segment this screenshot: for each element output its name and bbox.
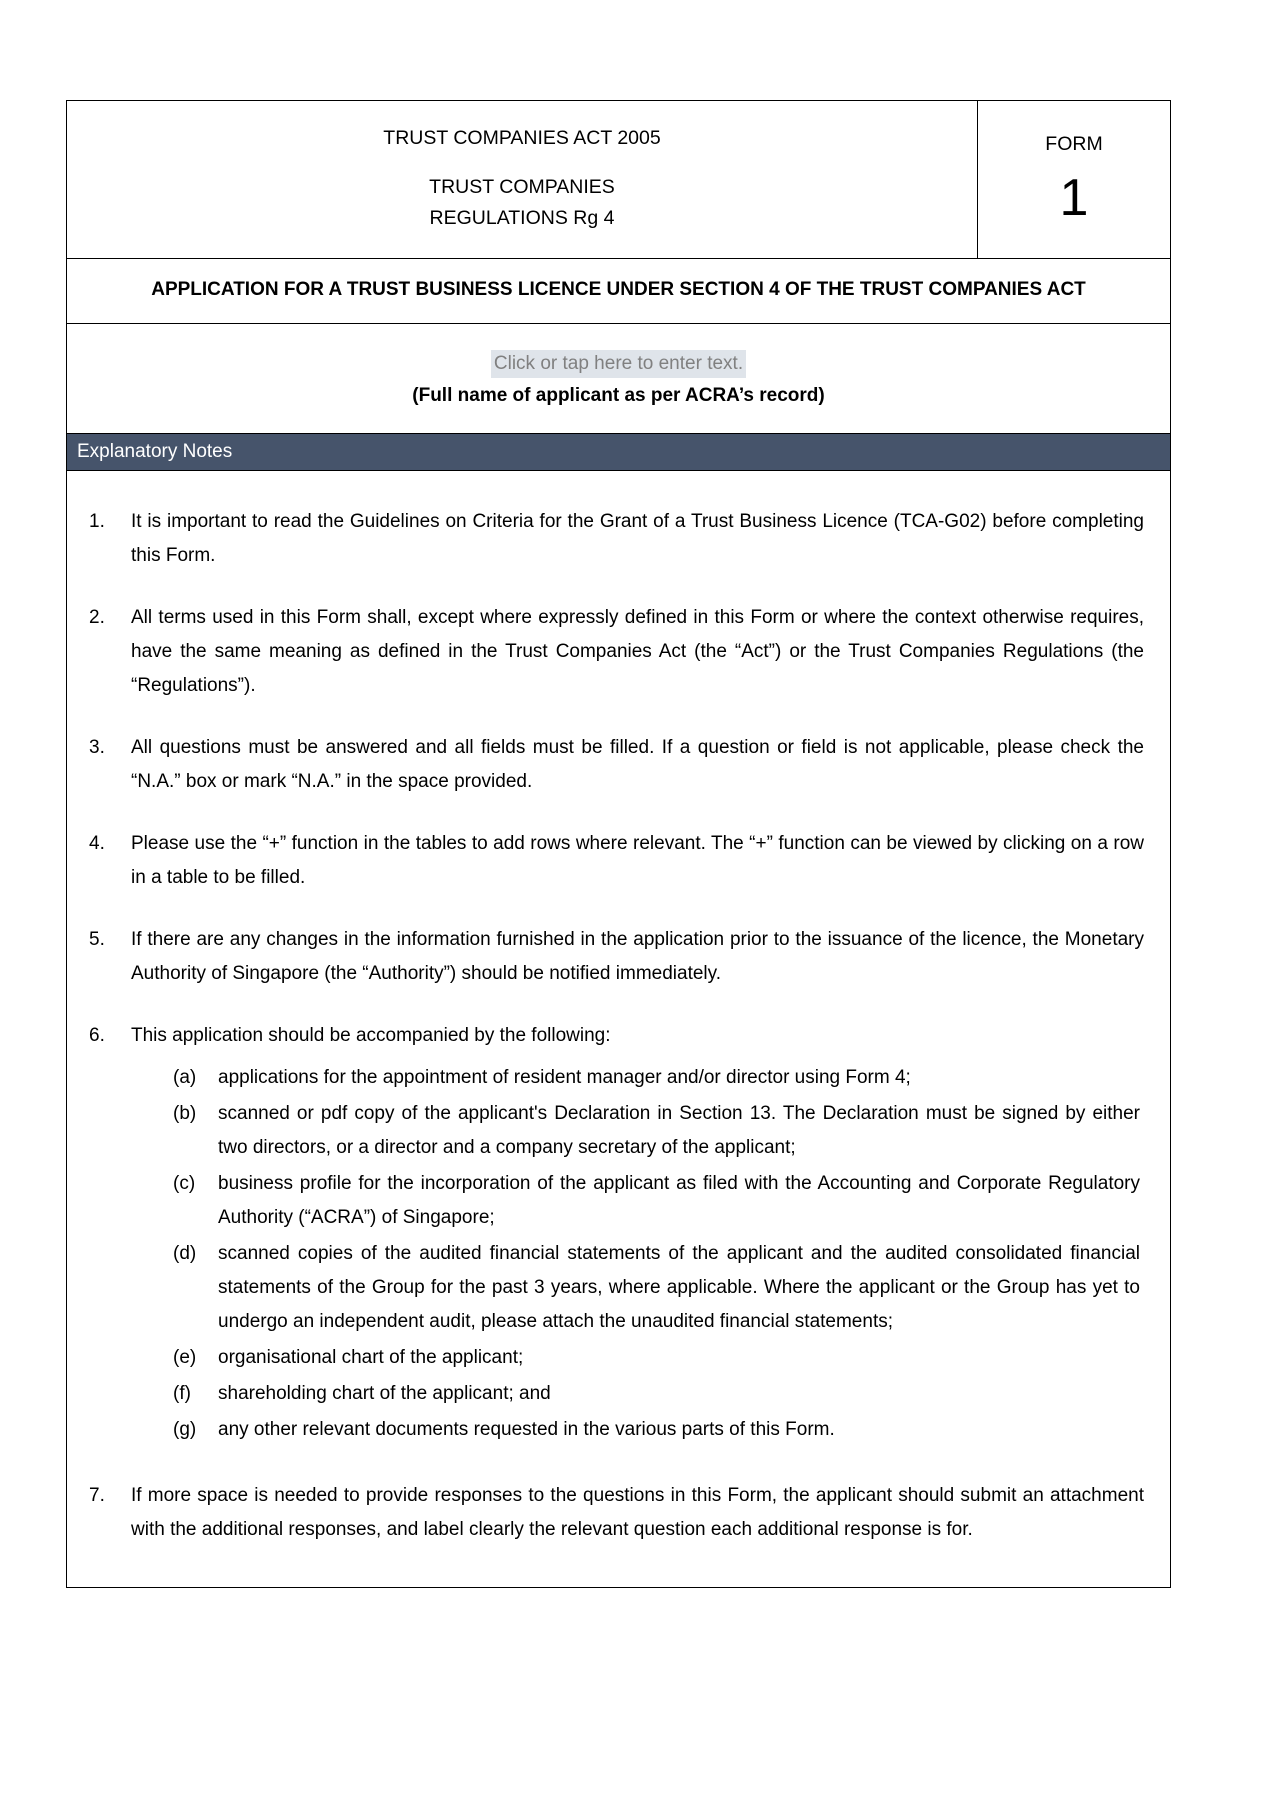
sub-item-label: (a)	[173, 1067, 197, 1088]
sub-item	[131, 1061, 1144, 1095]
section-header-explanatory-notes: Explanatory Notes	[67, 434, 1170, 471]
note-sublist	[131, 1061, 1144, 1447]
note-item	[89, 923, 1148, 991]
note-text: If more space is needed to provide responses to the questions in this Form, the applicant should submit an attachment with the additional responses, and label clearly the relevant question each additional response is for.	[131, 1485, 1144, 1540]
sub-item-text: shareholding chart of the applicant; and	[218, 1383, 551, 1404]
sub-item-label: (d)	[173, 1243, 197, 1264]
sub-item	[131, 1377, 1144, 1411]
sub-item-text: scanned or pdf copy of the applicant's Declaration in Section 13. The Declaration must be signed by either two directors, or a director and a company secretary of the applicant;	[218, 1103, 1140, 1158]
note-item	[89, 601, 1148, 703]
sub-item-text: applications for the appointment of resident manager and/or director using Form 4;	[218, 1067, 911, 1088]
form-title-row	[67, 259, 1170, 324]
note-number: 3.	[89, 737, 105, 758]
applicant-name-row	[67, 324, 1170, 434]
note-text: If there are any changes in the information furnished in the application prior to the issuance of the licence, the Monetary Authority of Singapore (the “Authority”) should be notified immediately.	[131, 929, 1144, 984]
note-item	[89, 1019, 1148, 1449]
note-item	[89, 827, 1148, 895]
form-number-block	[977, 101, 1170, 258]
sub-item-label: (b)	[173, 1103, 197, 1124]
applicant-name-caption: (Full name of applicant as per ACRA’s record)	[412, 385, 825, 406]
header-title-block	[67, 101, 977, 258]
explanatory-notes-body	[67, 471, 1170, 1587]
note-number: 7.	[89, 1485, 105, 1506]
note-text: It is important to read the Guidelines on Criteria for the Grant of a Trust Business Licence (TCA-G02) before completing this Form.	[131, 511, 1144, 566]
sub-item-label: (g)	[173, 1419, 197, 1440]
sub-item-label: (c)	[173, 1173, 196, 1194]
page-title: APPLICATION FOR A TRUST BUSINESS LICENCE UNDER SECTION 4 OF THE TRUST COMPANIES ACT	[151, 279, 1086, 300]
note-item	[89, 505, 1148, 573]
note-text: All terms used in this Form shall, except where expressly defined in this Form or where the context otherwise requires, have the same meaning as defined in the Trust Companies Act (the “Act”) or the Trust Companies Regulations (the “Regulations”).	[131, 607, 1144, 696]
note-text: Please use the “+” function in the tables to add rows where relevant. The “+” function can be viewed by clicking on a row in a table to be filled.	[131, 833, 1144, 888]
note-text: All questions must be answered and all fields must be filled. If a question or field is not applicable, please check the “N.A.” box or mark “N.A.” in the space provided.	[131, 737, 1144, 792]
form-number: 1	[1059, 169, 1089, 227]
note-item	[89, 1479, 1148, 1547]
spacer	[77, 154, 967, 172]
note-text: This application should be accompanied by the following:	[131, 1025, 611, 1046]
regulation-line-2: REGULATIONS Rg 4	[429, 207, 615, 229]
sub-item-text: scanned copies of the audited financial statements of the applicant and the audited consolidated financial statements of the Group for the past 3 years, where applicable. Where the applicant or the Group has yet to undergo an independent audit, please attach the unaudited financial statements;	[218, 1243, 1140, 1332]
sub-item	[131, 1097, 1144, 1165]
sub-item	[131, 1341, 1144, 1375]
sub-item-text: organisational chart of the applicant;	[218, 1347, 524, 1368]
sub-item-text: business profile for the incorporation of the applicant as filed with the Accounting and Corporate Regulatory Authority (“ACRA”) of Singapore;	[218, 1173, 1140, 1228]
form-document	[66, 100, 1171, 1588]
note-text-block	[131, 1019, 1148, 1449]
sub-item	[131, 1167, 1144, 1235]
note-number: 1.	[89, 511, 105, 532]
sub-item-label: (f)	[173, 1383, 191, 1404]
form-label: FORM	[1045, 133, 1103, 155]
sub-item-text: any other relevant documents requested in the various parts of this Form.	[218, 1419, 835, 1440]
note-number: 4.	[89, 833, 105, 854]
act-title: TRUST COMPANIES ACT 2005	[383, 127, 661, 149]
sub-item	[131, 1237, 1144, 1339]
applicant-name-input[interactable]: Click or tap here to enter text.	[491, 350, 746, 378]
note-number: 5.	[89, 929, 105, 950]
note-number: 2.	[89, 607, 105, 628]
sub-item-label: (e)	[173, 1347, 197, 1368]
note-number: 6.	[89, 1025, 105, 1046]
note-item	[89, 731, 1148, 799]
form-header	[67, 101, 1170, 259]
regulation-line-1: TRUST COMPANIES	[429, 176, 615, 198]
sub-item	[131, 1413, 1144, 1447]
